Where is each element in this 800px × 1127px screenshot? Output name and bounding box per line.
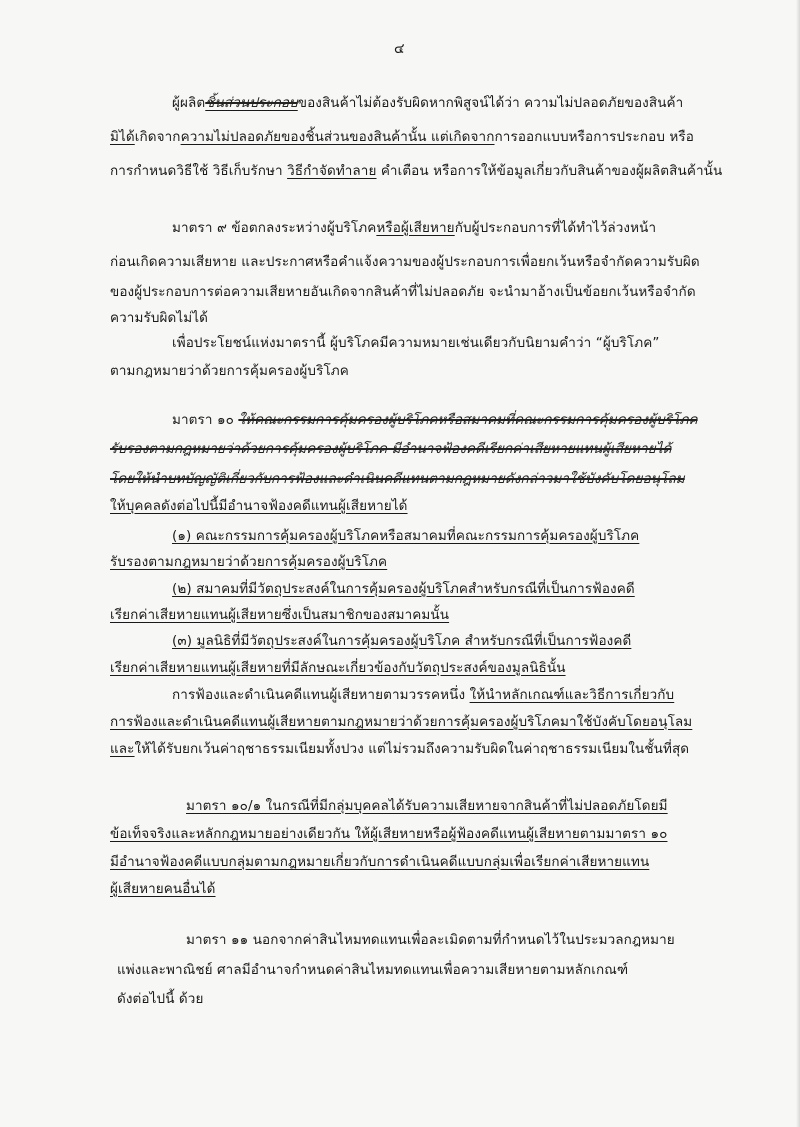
underlined-text: วิธีกำจัดทำลาย [287,163,377,179]
sec11-line3: ดังต่อไปนี้ ด้วย [117,991,204,1007]
sec10-para2-line3 [110,740,689,758]
sec10-item1-line1: (๑) คณะกรรมการคุ้มครองผู้บริโภคหรือสมาคมที่คณะกรรมการคุ้มครองผู้บริโภค [172,528,640,544]
text: กับผู้ประกอบการที่ได้ทำไว้ล่วงหน้า [454,220,657,236]
sec10-line1 [172,411,698,429]
page-number: ๔ [394,41,405,57]
sec10-1-line3: มีอำนาจฟ้องคดีแบบกลุ่มตามกฎหมายเกี่ยวกับการดำเนินคดีแบบกลุ่มเพื่อเรียกค่าเสียหายแทน [110,854,650,870]
sec9-line1 [172,219,656,237]
struck-text: ชิ้นส่วนประกอบ [205,95,298,111]
text: มาตรา ๙ ข้อตกลงระหว่างผู้บริโภค [172,220,377,236]
sec10-line4: ให้บุคคลดังต่อไปนี้มีอำนาจฟ้องคดีแทนผู้เสียหายได้ [110,498,408,514]
sec10-item3-line2: เรียกค่าเสียหายแทนผู้เสียหายที่มีลักษณะเกี่ยวข้องกับวัตถุประสงค์ของมูลนิธินั้น [110,660,566,676]
text: การฟ้องและดำเนินคดีแทนผู้เสียหายตามวรรคหนึ่ง [172,687,470,703]
text: มาตรา ๑๐ [172,412,239,428]
underlined-text: และ [110,741,135,757]
sec11-line2: แพ่งและพาณิชย์ ศาลมีอำนาจกำหนดค่าสินไหมทดแทนเพื่อความเสียหายตามหลักเกณฑ์ [117,962,629,978]
text: การออกแบบหรือการประกอบ หรือ [494,129,694,145]
sec10-item2-line1: (๒) สมาคมที่มีวัตถุประสงค์ในการคุ้มครองผู้บริโภคสำหรับกรณีที่เป็นการฟ้องคดี [172,581,635,597]
para1-line2 [110,128,694,146]
sec10-item2-line2: เรียกค่าเสียหายแทนผู้เสียหายซึ่งเป็นสมาชิกของสมาคมนั้น [110,607,450,623]
underlined-text [205,95,297,111]
para1-line3 [110,162,722,180]
sec11-line1: มาตรา ๑๑ นอกจากค่าสินไหมทดแทนเพื่อละเมิดตามที่กำหนดไว้ในประมวลกฎหมาย [186,932,675,948]
underlined-text: มิได้ [110,129,135,145]
sec9-line6: ตามกฎหมายว่าด้วยการคุ้มครองผู้บริโภค [110,363,349,379]
underlined-text: หรือผู้เสียหาย [376,220,455,236]
underlined-text: ความไม่ปลอดภัยของชิ้นส่วนของสินค้านั้น แต่เกิดจาก [180,129,495,145]
para1-line1 [172,94,683,112]
text: คำเตือน หรือการให้ข้อมูลเกี่ยวกับสินค้าของผู้ผลิตสินค้านั้น [376,163,723,179]
text: ผู้ผลิต [172,95,206,111]
text: ของสินค้าไม่ต้องรับผิดหากพิสูจน์ได้ว่า ความไม่ปลอดภัยของสินค้า [297,95,684,111]
sec10-1-line1: มาตรา ๑๐/๑ ในกรณีที่มีกลุ่มบุคคลได้รับความเสียหายจากสินค้าที่ไม่ปลอดภัยโดยมี [186,798,668,814]
sec10-item1-line2: รับรองตามกฎหมายว่าด้วยการคุ้มครองผู้บริโภค [110,554,388,570]
sec9-line5: เพื่อประโยชน์แห่งมาตรานี้ ผู้บริโภคมีความหมายเช่นเดียวกับนิยามคำว่า “ผู้บริโภค” [172,335,660,351]
sec9-line2: ก่อนเกิดความเสียหาย และประกาศหรือคำแจ้งความของผู้ประกอบการเพื่อยกเว้นหรือจำกัดความรับผิด [110,254,700,270]
sec10-item3-line1: (๓) มูลนิธิที่มีวัตถุประสงค์ในการคุ้มครองผู้บริโภค สำหรับกรณีที่เป็นการฟ้องคดี [172,633,632,649]
sec9-line3: ของผู้ประกอบการต่อความเสียหายอันเกิดจากสินค้าที่ไม่ปลอดภัย จะนำมาอ้างเป็นข้อยกเว้นหรือจำกัด [110,284,696,300]
sec10-para2-line2: การฟ้องและดำเนินคดีแทนผู้เสียหายตามกฎหมายว่าด้วยการคุ้มครองผู้บริโภคมาใช้บังคับโดยอนุโลม [110,714,693,730]
sec10-1-line4: ผู้เสียหายคนอื่นได้ [110,881,216,897]
text: การกำหนดวิธีใช้ วิธีเก็บรักษา [110,163,288,179]
page-edge-shadow [796,0,800,1127]
sec10-line2-struck: รับรองตามกฎหมายว่าด้วยการคุ้มครองผู้บริโภค มีอำนาจฟ้องคดีเรียกค่าเสียหายแทนผู้เสียหายได้ [110,441,672,457]
sec9-line4: ความรับผิดไม่ได้ [110,310,209,326]
sec10-1-line2: ข้อเท็จจริงและหลักกฎหมายอย่างเดียวกัน ให้ผู้เสียหายหรือผู้ฟ้องคดีแทนผู้เสียหายตามมาตรา ๑๐ [110,826,668,842]
struck-text: ให้คณะกรรมการคุ้มครองผู้บริโภคหรือสมาคมที่คณะกรรมการคุ้มครองผู้บริโภค [238,412,698,428]
sec10-para2-line1 [172,686,674,704]
underlined-text: ให้นำหลักเกณฑ์และวิธีการเกี่ยวกับ [469,687,675,703]
text: เกิดจาก [134,129,181,145]
sec10-line3-struck: โดยให้นำบทบัญญัติเกี่ยวกับการฟ้องและดำเนินคดีแทนตามกฎหมายดังกล่าวมาใช้บังคับโดยอนุโลม [110,471,685,487]
text: ให้ได้รับยกเว้นค่าฤชาธรรมเนียมทั้งปวง แต่ไม่รวมถึงความรับผิดในค่าฤชาธรรมเนียมในชั้นที่สุด [134,741,690,757]
